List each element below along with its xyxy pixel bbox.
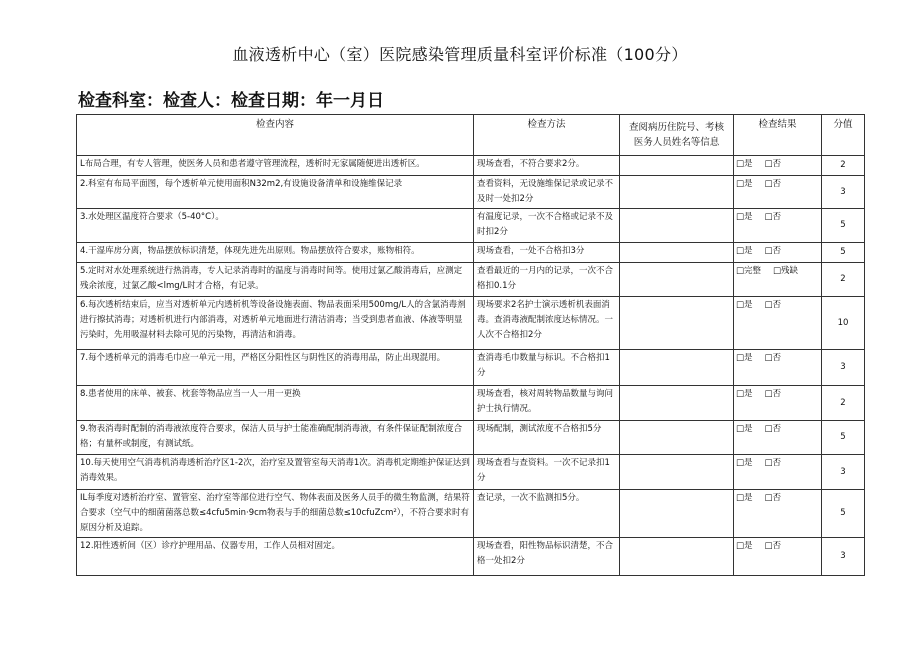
row-content: L布局合理，有专人管理，使医务人员和患者遵守管理流程，透析时无家属随便进出透析区。 [77, 156, 474, 176]
table-row [77, 176, 865, 209]
result-no-checkbox[interactable]: □否 [764, 300, 782, 310]
row-method: 现场查看，一处不合格扣3分 [474, 243, 620, 263]
row-method: 查看资料，无设施维保记录或记录不及时一处扣2分 [474, 176, 620, 209]
row-method: 现场查看，不符合要求2分。 [474, 156, 620, 176]
row-content: 12.阳性透析间（区）诊疗护理用品、仪器专用，工作人员相对固定。 [77, 538, 474, 576]
result-no-checkbox[interactable]: □否 [764, 179, 782, 189]
row-method: 查记录，一次不监测扣5分。 [474, 490, 620, 538]
table-row [77, 421, 865, 455]
row-score: 10 [822, 297, 865, 350]
row-result [734, 176, 822, 209]
row-score: 5 [822, 243, 865, 263]
header-records-line2: 医务人员姓名等信息 [633, 137, 720, 148]
row-result [734, 490, 822, 538]
row-content: 8.患者使用的床单、被套、枕套等物品应当一人一用一更换 [77, 386, 474, 421]
row-method: 现场配制，测试浓度不合格扣5分 [474, 421, 620, 455]
row-content: 3.水处理区温度符合要求（5-40°C）。 [77, 209, 474, 243]
result-no-checkbox[interactable]: □否 [764, 493, 782, 503]
row-result [734, 386, 822, 421]
table-row [77, 209, 865, 243]
table-row [77, 297, 865, 350]
table-row [77, 263, 865, 297]
row-records-cell [620, 421, 734, 455]
table-row [77, 386, 865, 421]
row-result [734, 263, 822, 297]
result-no-checkbox[interactable]: □否 [764, 246, 782, 256]
result-yes-checkbox[interactable]: □是 [736, 493, 753, 503]
table-row [77, 490, 865, 538]
result-no-checkbox[interactable]: □残缺 [773, 266, 799, 276]
row-method: 现场查看，阳性物品标识清楚，不合格一处扣2分 [474, 538, 620, 576]
row-score: 3 [822, 350, 865, 386]
row-records-cell [620, 209, 734, 243]
row-result [734, 455, 822, 490]
row-method: 现场查看与查资料。一次不记录扣1分 [474, 455, 620, 490]
result-no-checkbox[interactable]: □否 [764, 458, 782, 468]
result-yes-checkbox[interactable]: □是 [736, 179, 753, 189]
row-score: 5 [822, 490, 865, 538]
row-records-cell [620, 490, 734, 538]
row-score: 3 [822, 176, 865, 209]
header-method: 检查方法 [474, 115, 620, 156]
result-yes-checkbox[interactable]: □是 [736, 541, 753, 551]
result-yes-checkbox[interactable]: □是 [736, 353, 753, 363]
row-records-cell [620, 386, 734, 421]
row-score: 3 [822, 455, 865, 490]
row-score: 2 [822, 263, 865, 297]
result-no-checkbox[interactable]: □否 [764, 212, 782, 222]
inspection-info-line: 检查科室：检查人：检查日期：年一月日 [78, 91, 384, 111]
row-records-cell [620, 243, 734, 263]
row-result [734, 297, 822, 350]
row-content: 5.定时对水处理系统进行热消毒，专人记录消毒时的温度与消毒时间等。使用过氯乙酸消毒后，应测定残余浓度，过氯乙酸<lmg/L时才合格，有记录。 [77, 263, 474, 297]
row-content: IL每季度对透析治疗室、置管室、治疗室等部位进行空气、物体表面及医务人员手的微生物监测，结果符合要求（空气中的细菌菌落总数≤4cfu5min·9cm物表与手的细菌总数≤10cfuZcm²），不符合要求时有原因分析及追踪。 [77, 490, 474, 538]
result-yes-checkbox[interactable]: □是 [736, 389, 753, 399]
document-title: 血液透析中心（室）医院感染管理质量科室评价标准（100分） [232, 45, 688, 64]
result-yes-checkbox[interactable]: □是 [736, 246, 753, 256]
result-yes-checkbox[interactable]: □是 [736, 159, 753, 169]
table-row [77, 350, 865, 386]
row-method: 现场要求2名护士演示透析机表面消毒。查消毒液配制浓度达标情况。一人次不合格扣2分 [474, 297, 620, 350]
row-records-cell [620, 263, 734, 297]
row-method: 现场查看，核对周转物品数量与询问护士执行情况。 [474, 386, 620, 421]
row-result [734, 156, 822, 176]
evaluation-table [76, 114, 865, 576]
row-content: 9.物表消毒时配制的消毒液浓度符合要求，保洁人员与护士能准确配制消毒液，有条件保证配制浓度合格；有量杯或制度，有测试纸。 [77, 421, 474, 455]
table-row [77, 156, 865, 176]
result-yes-checkbox[interactable]: □是 [736, 300, 753, 310]
table-row [77, 455, 865, 490]
header-result: 检查结果 [734, 115, 822, 156]
result-yes-checkbox[interactable]: □是 [736, 424, 753, 434]
row-score: 3 [822, 538, 865, 576]
row-result [734, 209, 822, 243]
row-content: 10.每天使用空气消毒机消毒透析治疗区1-2次，治疗室及置管室每天消毒1次。消毒机定期维护保证达到消毒效果。 [77, 455, 474, 490]
result-no-checkbox[interactable]: □否 [764, 424, 782, 434]
row-score: 5 [822, 209, 865, 243]
row-content: 4.干湿库房分离，物品摆放标识清楚，体现先进先出原则。物品摆放符合要求，账物相符。 [77, 243, 474, 263]
header-records-line1: 查阅病历住院号、考核 [628, 122, 724, 133]
table-row [77, 538, 865, 576]
row-score: 2 [822, 156, 865, 176]
result-yes-checkbox[interactable]: □完整 [736, 266, 762, 276]
row-result [734, 421, 822, 455]
row-records-cell [620, 538, 734, 576]
result-no-checkbox[interactable]: □否 [764, 541, 782, 551]
row-result [734, 538, 822, 576]
row-method: 查看最近的一月内的记录，一次不合格扣0.1分 [474, 263, 620, 297]
row-score: 5 [822, 421, 865, 455]
row-records-cell [620, 350, 734, 386]
row-content: 7.每个透析单元的消毒毛巾应一单元一用，严格区分阳性区与阴性区的消毒用品，防止出现混用。 [77, 350, 474, 386]
row-records-cell [620, 176, 734, 209]
header-score: 分值 [822, 115, 865, 156]
header-records [620, 115, 734, 156]
result-no-checkbox[interactable]: □否 [764, 353, 782, 363]
result-yes-checkbox[interactable]: □是 [736, 212, 753, 222]
row-result [734, 350, 822, 386]
row-method: 查消毒毛巾数量与标识。不合格扣1分 [474, 350, 620, 386]
row-records-cell [620, 455, 734, 490]
row-records-cell [620, 156, 734, 176]
table-row [77, 243, 865, 263]
result-no-checkbox[interactable]: □否 [764, 389, 782, 399]
row-content: 6.每次透析结束后，应当对透析单元内透析机等设备设施表面、物品表面采用500mg/L人的含氯消毒剂进行擦拭消毒；对透析机进行内部消毒，对透析单元地面进行清洁消毒；当受到患者血液、体液等明显污染时，先用吸湿材料去除可见的污染物，再清洁和消毒。 [77, 297, 474, 350]
row-result [734, 243, 822, 263]
table-header-row [77, 115, 865, 156]
row-method: 有温度记录，一次不合格或记录不及时扣2分 [474, 209, 620, 243]
result-no-checkbox[interactable]: □否 [764, 159, 782, 169]
header-content: 检查内容 [77, 115, 474, 156]
row-records-cell [620, 297, 734, 350]
row-content: 2.科室有布局平面图，每个透析单元使用面积N32m2,有设施设备清单和设施维保记录 [77, 176, 474, 209]
result-yes-checkbox[interactable]: □是 [736, 458, 753, 468]
row-score: 2 [822, 386, 865, 421]
